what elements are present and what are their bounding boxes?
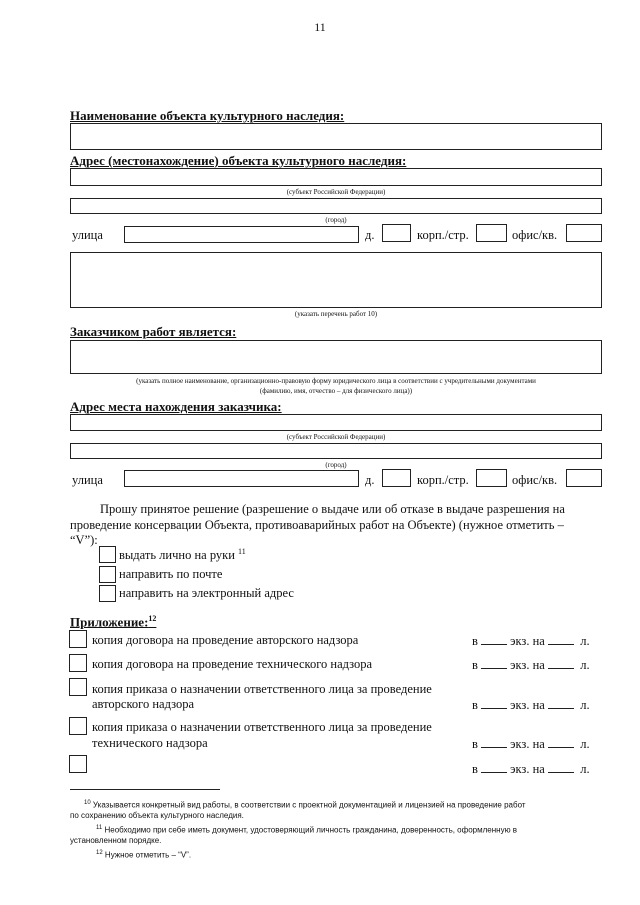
customer-house-label: д. <box>365 473 375 487</box>
appendix-item-3-checkbox[interactable] <box>69 678 87 696</box>
customer-caption-line1: (указать полное наименование, организационно-правовую форму юридического лица в соответствии с учредительными документами <box>136 377 536 385</box>
footnote-12: $^{12}$ Нужное отметить – “V”. <box>96 850 192 860</box>
customer-subject-caption: (субъект Российской Федерации) <box>286 433 386 441</box>
object-subject-field[interactable] <box>70 168 602 186</box>
object-subject-caption: (субъект Российской Федерации) <box>286 188 386 196</box>
customer-heading: Заказчиком работ является: <box>70 324 237 339</box>
footnote-11-line2: установленном порядке. <box>70 836 162 845</box>
delivery-by-email-checkbox[interactable] <box>99 585 116 602</box>
appendix-item-3-label-line2: авторского надзора <box>92 697 195 711</box>
object-office-label: офис/кв. <box>512 228 558 242</box>
appendix-item-1-copies: в экз. на л. <box>472 634 590 648</box>
copies-count-blank[interactable] <box>481 633 507 645</box>
customer-street-field[interactable] <box>124 470 359 487</box>
appendix-item-5-checkbox[interactable] <box>69 755 87 773</box>
appendix-item-4-copies: в экз. на л. <box>472 737 590 751</box>
works-list-field[interactable] <box>70 252 602 308</box>
copies-count-blank[interactable] <box>481 657 507 669</box>
request-text-line1: Прошу принятое решение (разрешение о выдаче или об отказе в выдаче разрешения на <box>100 502 565 516</box>
object-house-label: д. <box>365 228 375 242</box>
delivery-in-person-label: выдать лично на руки $^{11}$ <box>119 547 246 563</box>
appendix-item-5-copies: в экз. на л. <box>472 762 590 776</box>
sheets-count-blank[interactable] <box>548 697 574 709</box>
object-address-heading: Адрес (местонахождение) объекта культурного наследия: <box>70 153 407 168</box>
sheets-count-blank[interactable] <box>548 633 574 645</box>
customer-caption-line2: (фамилию, имя, отчество – для физического лица)) <box>259 387 413 395</box>
appendix-item-3-label-line1: копия приказа о назначении ответственного лица за проведение <box>92 682 432 696</box>
sheets-count-blank[interactable] <box>548 736 574 748</box>
delivery-by-mail-checkbox[interactable] <box>99 566 116 583</box>
customer-house-field[interactable] <box>382 469 411 487</box>
appendix-item-4-label-line1: копия приказа о назначении ответственного лица за проведение <box>92 720 432 734</box>
customer-city-field[interactable] <box>70 443 602 459</box>
object-name-field[interactable] <box>70 123 602 150</box>
object-name-heading: Наименование объекта культурного наследия: <box>70 108 345 123</box>
request-text-line3: “V”): <box>70 533 98 547</box>
copies-count-blank[interactable] <box>481 761 507 773</box>
object-building-label: корп./стр. <box>417 228 469 242</box>
object-city-field[interactable] <box>70 198 602 214</box>
appendix-item-2-label: копия договора на проведение технического надзора <box>92 657 373 671</box>
object-building-field[interactable] <box>476 224 507 242</box>
appendix-item-4-label-line2: технического надзора <box>92 736 208 750</box>
sheets-count-blank[interactable] <box>548 657 574 669</box>
footnote-10-line2: по сохранению объекта культурного наследия. <box>70 811 244 820</box>
page-number: 11 <box>314 20 326 34</box>
copies-count-blank[interactable] <box>481 697 507 709</box>
appendix-item-2-checkbox[interactable] <box>69 654 87 672</box>
delivery-by-email-label: направить на электронный адрес <box>119 586 294 600</box>
object-city-caption: (город) <box>325 216 347 224</box>
appendix-heading: Приложение:$^{12}$ <box>70 614 157 630</box>
customer-building-label: корп./стр. <box>417 473 469 487</box>
request-text-line2: проведение консервации Объекта, противоаварийных работ на Объекте) (нужное отметить – <box>70 518 564 532</box>
sheets-count-blank[interactable] <box>548 761 574 773</box>
customer-field[interactable] <box>70 340 602 374</box>
appendix-item-1-label: копия договора на проведение авторского надзора <box>92 633 359 647</box>
footnote-10-line1: $^{10}$ Указывается конкретный вид работы, в соответствии с проектной документацией и лицензией на проведение работ <box>84 800 526 810</box>
customer-address-heading: Адрес места нахождения заказчика: <box>70 399 282 414</box>
appendix-item-3-copies: в экз. на л. <box>472 698 590 712</box>
object-house-field[interactable] <box>382 224 411 242</box>
object-street-label: улица <box>72 228 103 242</box>
footnote-separator <box>70 789 220 790</box>
delivery-in-person-checkbox[interactable] <box>99 546 116 563</box>
delivery-by-mail-label: направить по почте <box>119 567 223 581</box>
customer-subject-field[interactable] <box>70 414 602 431</box>
copies-count-blank[interactable] <box>481 736 507 748</box>
footnote-11-line1: $^{11}$ Необходимо при себе иметь документ, удостоверяющий личность гражданина, доверенность, оформленную в <box>96 825 518 835</box>
customer-city-caption: (город) <box>325 461 347 469</box>
works-list-caption: (указать перечень работ 10) <box>294 310 378 318</box>
appendix-item-1-checkbox[interactable] <box>69 630 87 648</box>
object-office-field[interactable] <box>566 224 602 242</box>
customer-office-label: офис/кв. <box>512 473 558 487</box>
appendix-item-2-copies: в экз. на л. <box>472 658 590 672</box>
customer-building-field[interactable] <box>476 469 507 487</box>
object-street-field[interactable] <box>124 226 359 243</box>
appendix-item-4-checkbox[interactable] <box>69 717 87 735</box>
customer-office-field[interactable] <box>566 469 602 487</box>
customer-street-label: улица <box>72 473 103 487</box>
